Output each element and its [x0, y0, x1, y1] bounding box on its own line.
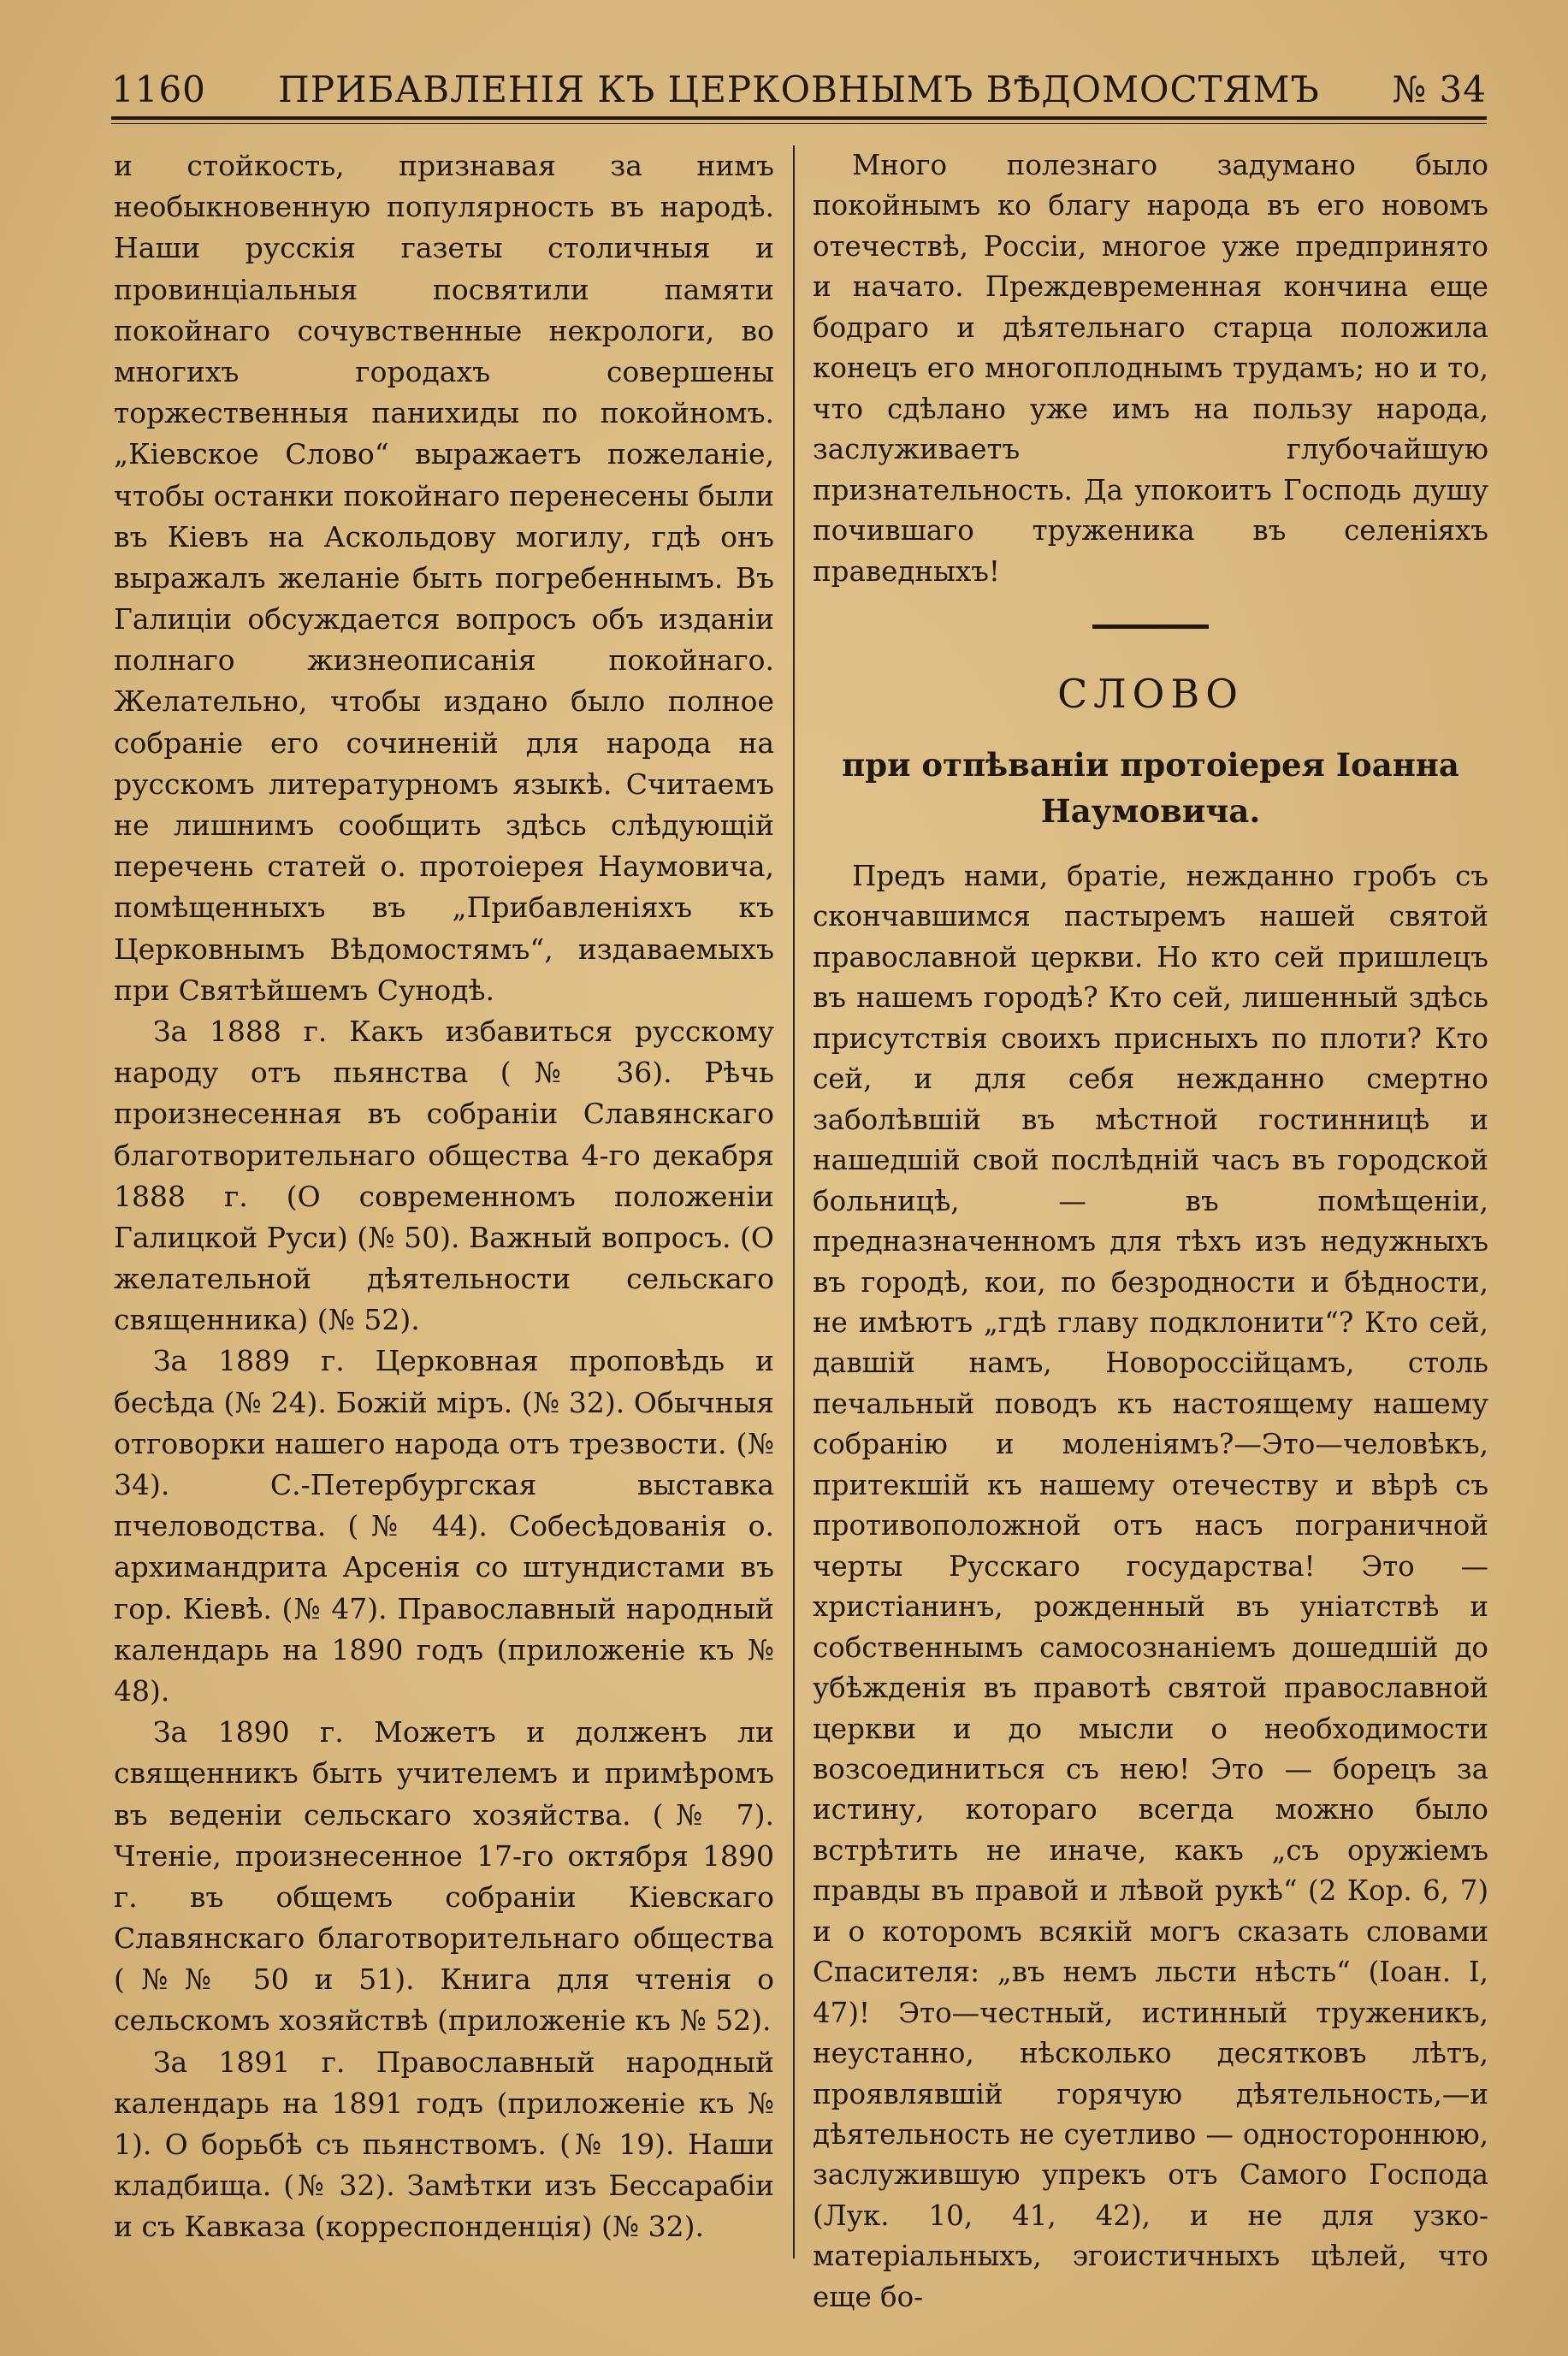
- paragraph-1889-articles: За 1889 г. Церковная проповѣдь и бесѣда (№ 24). Божій міръ. (№ 32). Обычныя отговорки нашего народа отъ трезвости. (№ 34). С.-Петербургская выставка пчеловодства. (№ 44). Собесѣдованія о. архимандрита Арсенія со штундистами въ гор. Кіевѣ. (№ 47). Православный народный календарь на 1890 годъ (приложеніе къ № 48).: [114, 1344, 774, 1708]
- right-column: [813, 145, 1488, 2318]
- sermon-body: Предъ нами, братіе, нежданно гробъ съ скончавшимся пастыремъ нашей святой православной церкви. Но кто сей пришлецъ въ нашемъ городѣ? Кто сей, лишенный здѣсь присутствія своихъ присныхъ по плоти? Кто сей, и для себя нежданно смертно заболѣвшій въ мѣстной гостинницѣ и нашедшій свой послѣдній часъ въ городской больницѣ, — въ помѣщеніи, предназначенномъ для тѣхъ изъ недужныхъ въ городѣ, кои, по безродности и бѣдности, не имѣютъ „гдѣ главу подклонити“? Кто сей, давшій намъ, Новороссійцамъ, столь печальный поводъ къ настоящему нашему собранію и моленіямъ?—Это—человѣкъ, притекшій къ нашему отечеству и вѣрѣ съ противоположной отъ насъ пограничной черты Русскаго государства! Это — христіанинъ, рожденный въ уніатствѣ и собственнымъ самосознаніемъ дошедшій до убѣжденія въ правотѣ святой православной церкви и до мысли о необходимости возсоединиться съ нею! Это — борецъ за истину, котораго всегда можно было встрѣтить не иначе, какъ „съ оружіемъ правды въ правой и лѣвой рукѣ“ (2 Кор. 6, 7) и о которомъ всякій могъ сказать словами Спасителя: „въ немъ льсти нѣсть“ (Іоан. I, 47)! Это—честный, истинный труженикъ, неустанно, нѣсколько десятковъ лѣтъ, проявлявшій горячую дѣятельность,—и дѣятельность не суетливо — одностороннюю, заслужившую упрекъ отъ Самого Господа (Лук. 10, 41, 42), и не для узко-матеріальныхъ, эгоистичныхъ цѣлей, что еще бо-: [813, 859, 1488, 2313]
- issue-number: № 34: [1392, 68, 1487, 110]
- left-column: [114, 145, 774, 2248]
- sermon-subtitle: при отпѣваніи протоіерея Іоанна Наумовича.: [842, 745, 1459, 830]
- page-header: [111, 60, 1487, 115]
- column-divider: [793, 145, 795, 2258]
- paragraph-obituary-continuation: и стойкость, признавая за нимъ необыкновенную популярность въ народѣ. Наши русскія газеты столичныя и провинціальныя посвятили памяти покойнаго сочувственные некрологи, во многихъ городахъ совершены торжественныя панихиды по покойномъ. „Кіевское Слово“ выражаетъ пожеланіе, чтобы останки покойнаго перенесены были въ Кіевъ на Аскольдову могилу, гдѣ онъ выражалъ желаніе быть погребеннымъ. Въ Галиціи обсуждается вопросъ объ изданіи полнаго жизнеописанія покойнаго. Желательно, чтобы издано было полное собраніе его сочиненій для народа на русскомъ литературномъ языкѣ. Считаемъ не лишнимъ сообщить здѣсь слѣдующій перечень статей о. протоіерея Наумовича, помѣщенныхъ въ „Прибавленіяхъ къ Церковнымъ Вѣдомостямъ“, издаваемыхъ при Святѣйшемъ Сунодѣ.: [114, 149, 774, 1007]
- section-separator: [1092, 625, 1209, 629]
- header-rule: [111, 116, 1487, 120]
- paragraph-1888-articles: За 1888 г. Какъ избавиться русскому народу отъ пьянства (№ 36). Рѣчь произнесенная въ собраніи Славянскаго благотворительнаго общества 4-го декабря 1888 г. (О современномъ положеніи Галицкой Руси) (№ 50). Важный вопросъ. (О желательной дѣятельности сельскаго священника) (№ 52).: [114, 1014, 774, 1337]
- paragraph-closing: Много полезнаго задумано было покойнымъ ко благу народа въ его новомъ отечествѣ, Россіи, многое уже предпринято и начато. Преждевременная кончина еще бодраго и дѣятельнаго старца положила конецъ его многоплоднымъ трудамъ; но и то, что сдѣлано уже имъ на пользу народа, заслуживаетъ глубочайшую признательность. Да упокоитъ Господь душу почившаго труженика въ селеніяхъ праведныхъ!: [813, 149, 1488, 588]
- paragraph-1890-articles: За 1890 г. Можетъ и долженъ ли священникъ быть учителемъ и примѣромъ въ веденіи сельскаго хозяйства. (№ 7). Чтеніе, произнесенное 17-го октября 1890 г. въ общемъ собраніи Кіевскаго Славянскаго благотворительнаго общества (№№ 50 и 51). Книга для чтенія о сельскомъ хозяйствѣ (приложеніе къ № 52).: [114, 1715, 774, 2038]
- header-rule-thin: [111, 123, 1487, 124]
- publication-title: ПРИБАВЛЕНІЯ КЪ ЦЕРКОВНЫМЪ ВѢДОМОСТЯМЪ: [278, 68, 1320, 110]
- page-number: 1160: [111, 68, 206, 110]
- sermon-heading: СЛОВО: [1057, 670, 1244, 717]
- paragraph-1891-articles: За 1891 г. Православный народный календарь на 1891 годъ (приложеніе къ № 1). О борьбѣ съ пьянствомъ. (№ 19). Наши кладбища. (№ 32). Замѣтки изъ Бессарабіи и съ Кавказа (корреспонденція) (№ 32).: [114, 2045, 774, 2244]
